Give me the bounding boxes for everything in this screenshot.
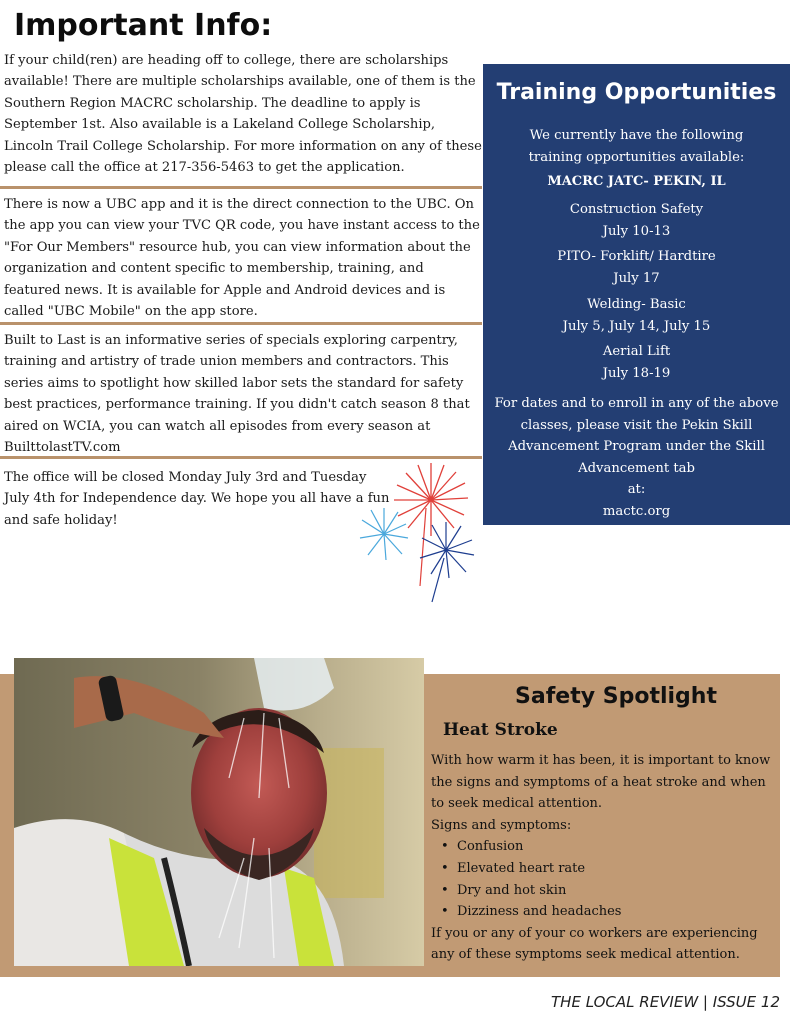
symptom-item: • Dry and hot skin xyxy=(439,880,781,902)
ubc-app-paragraph: There is now a UBC app and it is the direct connection to the UBC. On the app you can view your TVC QR code, you have instant access to the "For Our Members" resource hub, you can view information about the organization and content specific to membership, training, and featured news. It is available for Apple and Android devices and is called "UBC Mobile" on the app store. xyxy=(4,197,480,320)
section-divider xyxy=(0,322,482,325)
heat-stroke-worker-photo xyxy=(14,658,424,966)
safety-closing: If you or any of your co workers are experiencing any of these symptoms seek medical attention. xyxy=(431,925,758,963)
built-to-last-paragraph: Built to Last is an informative series of specials exploring carpentry, training and artistry of trade union members and contractors. This series aims to spotlight how skilled labor sets the standard for safety best practices, performance training. If you didn't catch season 8 that aired on WCIA, you can watch all episodes from every season at BuilttolastTV.com xyxy=(4,333,470,456)
symptom-item: • Dizziness and headaches xyxy=(439,901,781,923)
training-location: MACRC JATC- PEKIN, IL xyxy=(547,174,726,189)
course-name: Welding- Basic xyxy=(587,297,686,312)
course-name: PITO- Forklift/ Hardtire xyxy=(557,249,716,264)
enroll-instructions: For dates and to enroll in any of the above classes, please visit the Pekin Skill Advancement Program under the Skill Advancement tab xyxy=(494,396,779,476)
course-item xyxy=(483,246,790,289)
symptom-item: • Elevated heart rate xyxy=(439,858,781,880)
course-dates: July 18-19 xyxy=(602,365,671,381)
course-dates: July 17 xyxy=(613,270,660,286)
training-title: Training Opportunities xyxy=(496,80,777,105)
course-item xyxy=(483,294,790,337)
training-enroll-info xyxy=(483,393,790,522)
navy-firework-icon xyxy=(420,522,474,578)
course-item xyxy=(483,341,790,384)
symptoms-label: Signs and symptoms: xyxy=(431,817,572,833)
course-dates: July 10-13 xyxy=(602,223,671,239)
fireworks-illustration xyxy=(356,458,480,604)
safety-intro: With how warm it has been, it is important to know the signs and symptoms of a heat stroke and when to seek medical attention. xyxy=(431,753,771,812)
safety-spotlight-title: Safety Spotlight xyxy=(515,684,717,709)
course-name: Construction Safety xyxy=(569,202,704,217)
light-blue-firework-icon xyxy=(360,508,408,560)
scholarship-paragraph: If your child(ren) are heading off to college, there are scholarships available! There are multiple scholarships available, one of them is the Southern Region MACRC scholarship. The deadline to apply is September 1st. Also available is a Lakeland College Scholarship, Lincoln Trail College Scholarship. For more information on any of these please call the office at 217-356-5463 to get the application. xyxy=(4,53,482,176)
enroll-at-label: at: xyxy=(627,482,646,497)
course-name: Aerial Lift xyxy=(602,344,671,359)
course-item xyxy=(483,199,790,242)
safety-body xyxy=(431,750,781,966)
page-heading: Important Info: xyxy=(14,8,273,43)
footer-issue-label: THE LOCAL REVIEW | ISSUE 12 xyxy=(551,993,780,1011)
holiday-closure-paragraph: The office will be closed Monday July 3rd and Tuesday July 4th for Independence day. We hope you all have a fun and safe holiday! xyxy=(4,470,390,528)
course-dates: July 5, July 14, July 15 xyxy=(562,318,711,334)
symptom-item: • Confusion xyxy=(439,836,781,858)
training-opportunities-panel xyxy=(483,64,790,525)
symptoms-list xyxy=(431,836,781,922)
enroll-url: mactc.org xyxy=(602,503,671,519)
heat-stroke-subtitle: Heat Stroke xyxy=(443,720,558,740)
training-intro: We currently have the following training opportunities available: xyxy=(528,128,745,165)
firework-trail-icon xyxy=(420,508,426,586)
section-divider xyxy=(0,186,482,189)
firework-trail-icon xyxy=(432,558,444,602)
